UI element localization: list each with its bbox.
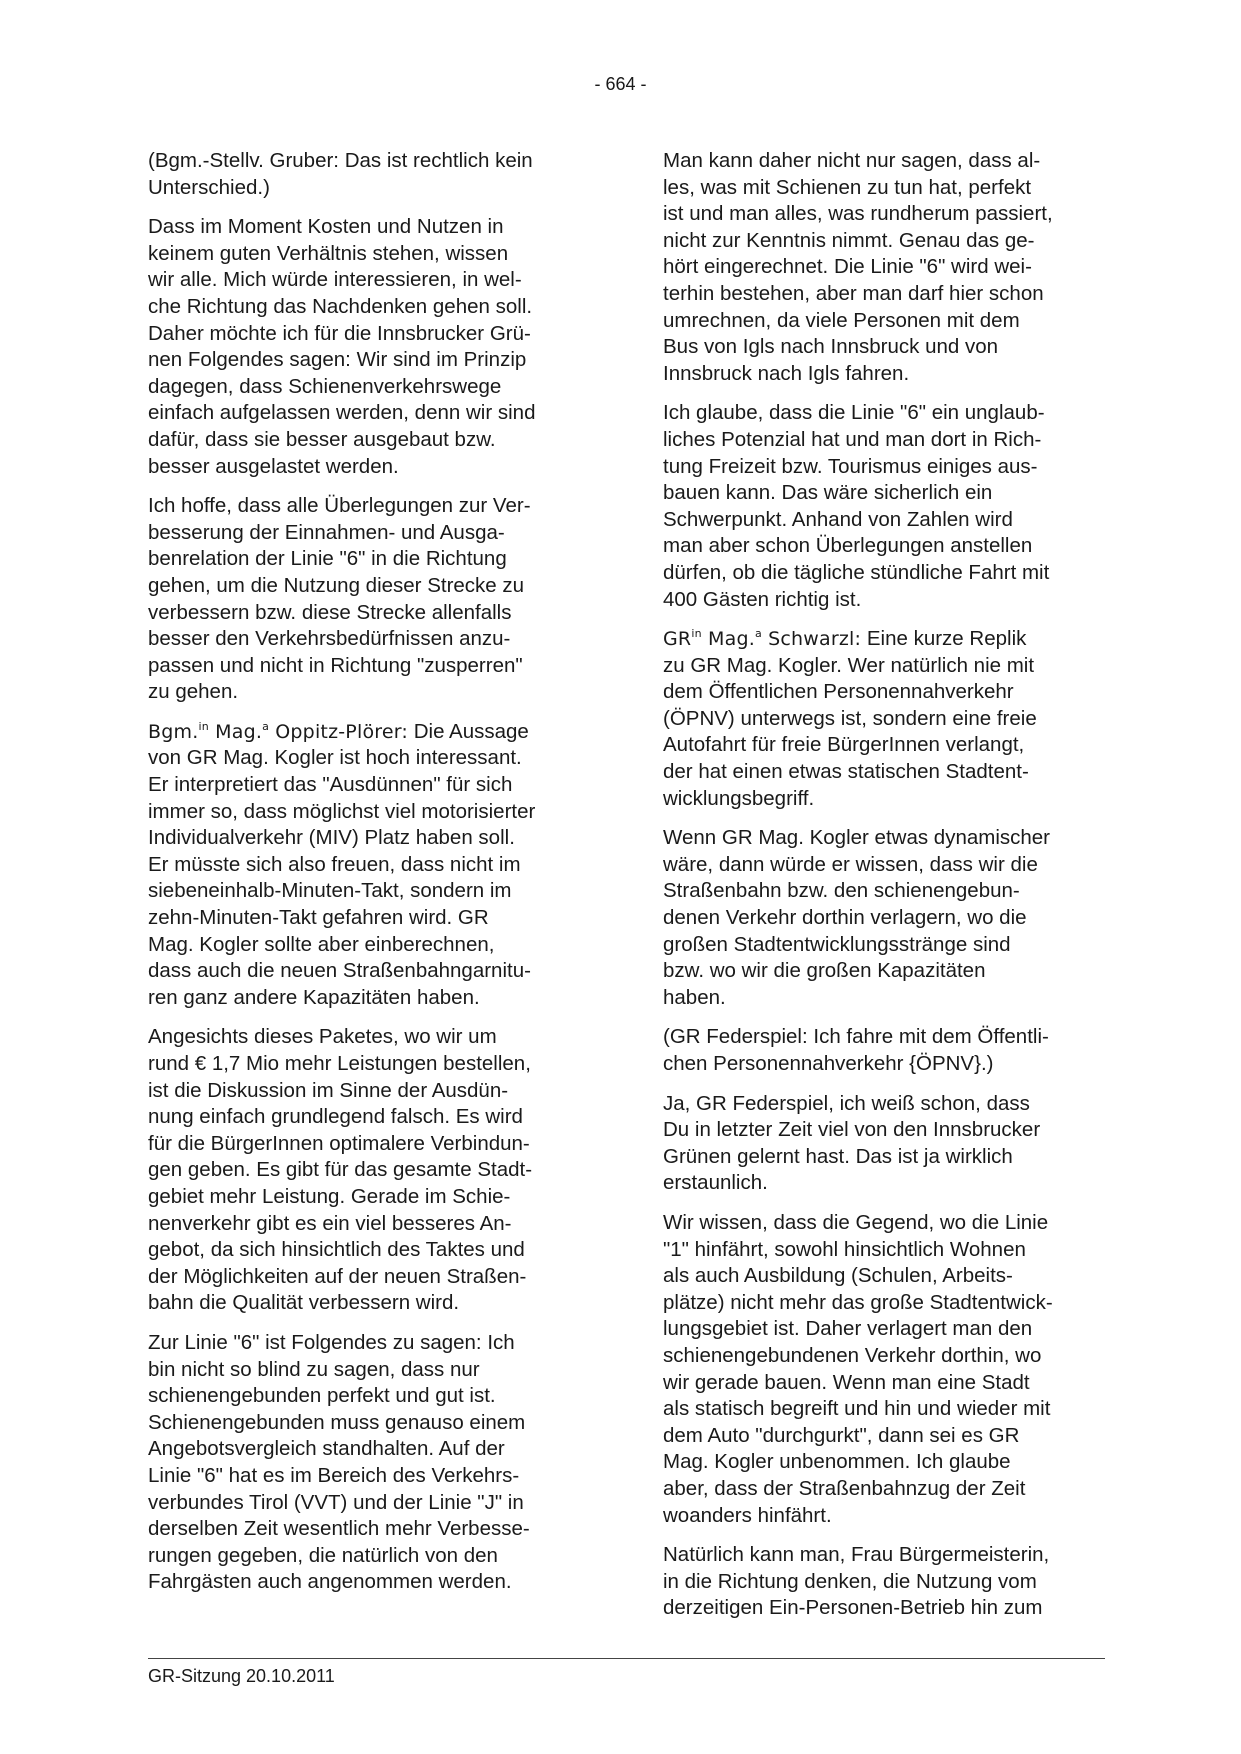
speaker-statement-start: Eine kurze Replik — [861, 627, 1027, 651]
paragraph-line: Natürlich kann man, Frau Bürgermeisterin, — [663, 1543, 1050, 1567]
paragraph-line: ren ganz andere Kapazitäten haben. — [148, 985, 480, 1009]
speaker-surname: Oppitz-Plörer: — [269, 720, 409, 743]
paragraph-line: les, was mit Schienen zu tun hat, perfekt — [663, 175, 1032, 199]
paragraph-line: derselben Zeit wesentlich mehr Verbesse- — [148, 1517, 530, 1541]
paragraph-line: Daher möchte ich für die Innsbrucker Grü- — [148, 321, 531, 345]
paragraph-line: lungsgebiet ist. Daher verlagert man den — [663, 1317, 1033, 1341]
paragraph-line: zu GR Mag. Kogler. Wer natürlich nie mit — [663, 653, 1035, 677]
paragraph-line: dürfen, ob die tägliche stündliche Fahrt mit — [663, 560, 1050, 584]
paragraph-line: Angebotsvergleich standhalten. Auf der — [148, 1437, 505, 1461]
paragraph-line: dem Auto "durchgurkt", dann sei es GR — [663, 1423, 1020, 1447]
paragraph-line: als statisch begreift und hin und wieder mit — [663, 1397, 1051, 1421]
paragraph-line: liches Potenzial hat und man dort in Rich- — [663, 427, 1042, 451]
paragraph — [148, 493, 596, 706]
paragraph-line: bahn die Qualität verbessern wird. — [148, 1291, 460, 1315]
paragraph — [663, 1542, 1113, 1622]
paragraph-line: plätze) nicht mehr das große Stadtentwick- — [663, 1290, 1053, 1314]
paragraph-line: Fahrgästen auch angenommen werden. — [148, 1570, 512, 1594]
paragraph-line: Man kann daher nicht nur sagen, dass al- — [663, 149, 1041, 172]
paragraph-line: che Richtung das Nachdenken gehen soll. — [148, 294, 533, 318]
paragraph-line: zehn-Minuten-Takt gefahren wird. GR — [148, 906, 489, 930]
paragraph-line: ist und man alles, was rundherum passiert, — [663, 202, 1053, 226]
paragraph-line: nicht zur Kenntnis nimmt. Genau das ge- — [663, 228, 1035, 252]
paragraph-line: gehen, um die Nutzung dieser Strecke zu — [148, 573, 525, 597]
paragraph-line: Ich glaube, dass die Linie "6" ein unglaub- — [663, 401, 1045, 425]
paragraph-line: Mag. Kogler sollte aber einberechnen, — [148, 932, 495, 956]
paragraph-line: bauen kann. Das wäre sicherlich ein — [663, 481, 993, 505]
right-column — [663, 148, 1113, 1635]
page-number: - 664 - — [594, 74, 647, 94]
paragraph-line: in die Richtung denken, die Nutzung vom — [663, 1569, 1037, 1593]
paragraph-line: Zur Linie "6" ist Folgendes zu sagen: Ich — [148, 1330, 515, 1354]
paragraph-line: hört eingerechnet. Die Linie "6" wird wei- — [663, 255, 1032, 279]
speaker-degree: Mag. — [208, 720, 263, 743]
paragraph — [148, 148, 596, 201]
paragraph-line: erstaunlich. — [663, 1171, 768, 1195]
paragraph-line: Wenn GR Mag. Kogler etwas dynamischer — [663, 826, 1051, 850]
paragraph-line: benrelation der Linie "6" in die Richtung — [148, 547, 507, 571]
speaker-degree: Mag. — [701, 628, 755, 651]
speaker-name — [148, 721, 408, 743]
paragraph-line: Grünen gelernt hast. Das ist ja wirklich — [663, 1144, 1013, 1168]
paragraph-line: Linie "6" hat es im Bereich des Verkehrs- — [148, 1463, 520, 1487]
paragraph-line: Ich hoffe, dass alle Überlegungen zur Ver- — [148, 494, 531, 518]
speaker-degree-sup: a — [754, 626, 762, 640]
paragraph-line: Unterschied.) — [148, 175, 270, 199]
paragraph-line: der Möglichkeiten auf der neuen Straßen- — [148, 1264, 527, 1288]
paragraph-line: tung Freizeit bzw. Tourismus einiges aus- — [663, 454, 1038, 478]
speaker-name — [663, 628, 861, 650]
paragraph-line: derzeitigen Ein-Personen-Betrieb hin zum — [663, 1596, 1043, 1620]
paragraph-line: besserung der Einnahmen- und Ausga- — [148, 520, 505, 544]
paragraph — [663, 1024, 1113, 1077]
paragraph-line: man aber schon Überlegungen anstellen — [663, 534, 1033, 558]
paragraph-line: Ja, GR Federspiel, ich weiß schon, dass — [663, 1091, 1030, 1115]
paragraph — [663, 1210, 1113, 1529]
paragraph-line: Schienengebunden muss genauso einem — [148, 1410, 526, 1434]
paragraph-line: verbessern bzw. diese Strecke allenfalls — [148, 600, 512, 624]
paragraph-line: Innsbruck nach Igls fahren. — [663, 361, 910, 385]
paragraph-line: besser ausgelastet werden. — [148, 454, 399, 478]
paragraph — [148, 1330, 596, 1596]
footer-divider — [148, 1658, 1105, 1659]
paragraph-line: wir alle. Mich würde interessieren, in wel- — [148, 268, 522, 292]
paragraph-line: immer so, dass möglichst viel motorisierter — [148, 799, 536, 823]
paragraph-line: zu gehen. — [148, 680, 239, 704]
paragraph-line: für die BürgerInnen optimalere Verbindun- — [148, 1131, 530, 1155]
paragraph-line: aber, dass der Straßenbahnzug der Zeit — [663, 1476, 1026, 1500]
paragraph-line: nung einfach grundlegend falsch. Es wird — [148, 1105, 523, 1129]
paragraph-line: terhin bestehen, aber man darf hier schon — [663, 281, 1044, 305]
paragraph-line: (GR Federspiel: Ich fahre mit dem Öffentli- — [663, 1025, 1049, 1049]
paragraph-line: Mag. Kogler unbenommen. Ich glaube — [663, 1450, 1011, 1474]
speaker-title: GR — [663, 628, 692, 651]
paragraph-line: nen Folgendes sagen: Wir sind im Prinzip — [148, 348, 527, 372]
paragraph-line: keinem guten Verhältnis stehen, wissen — [148, 241, 509, 265]
paragraph-line: wicklungsbegriff. — [663, 786, 815, 810]
paragraph-line: schienengebundenen Verkehr dorthin, wo — [663, 1343, 1042, 1367]
paragraph-line: dass auch die neuen Straßenbahngarnitu- — [148, 959, 531, 983]
paragraph-line: Er müsste sich also freuen, dass nicht im — [148, 852, 521, 876]
paragraph-line: als auch Ausbildung (Schulen, Arbeits- — [663, 1264, 1013, 1288]
paragraph — [663, 626, 1113, 812]
speaker-title: Bgm. — [148, 720, 199, 743]
paragraph-line: dagegen, dass Schienenverkehrswege — [148, 374, 502, 398]
speaker-statement-start: Die Aussage — [408, 719, 529, 743]
paragraph-line: (ÖPNV) unterwegs ist, sondern eine freie — [663, 706, 1037, 730]
paragraph-line: chen Personennahverkehr {ÖPNV}.) — [663, 1052, 994, 1075]
speaker-degree-sup: a — [262, 719, 270, 733]
speaker-title-sup: in — [198, 719, 209, 733]
paragraph — [148, 719, 596, 1012]
paragraph-line: wäre, dann würde er wissen, dass wir die — [663, 852, 1038, 876]
paragraph-line: wir gerade bauen. Wenn man eine Stadt — [663, 1370, 1030, 1394]
paragraph-line: rund € 1,7 Mio mehr Leistungen bestellen, — [148, 1052, 531, 1075]
paragraph-line: denen Verkehr dorthin verlagern, wo die — [663, 906, 1027, 930]
speaker-surname: Schwarzl: — [761, 628, 862, 651]
paragraph-line: bin nicht so blind zu sagen, dass nur — [148, 1357, 480, 1381]
paragraph-line: nenverkehr gibt es ein viel besseres An- — [148, 1211, 512, 1235]
paragraph-line: gebot, da sich hinsichtlich des Taktes und — [148, 1238, 525, 1262]
paragraph-line: Schwerpunkt. Anhand von Zahlen wird — [663, 507, 1013, 531]
left-column — [148, 148, 596, 1609]
paragraph — [148, 214, 596, 480]
paragraph-line: umrechnen, da viele Personen mit dem — [663, 308, 1020, 332]
paragraph-line: rungen gegeben, die natürlich von den — [148, 1543, 498, 1567]
paragraph-line: Bus von Igls nach Innsbruck und von — [663, 335, 999, 359]
paragraph-line — [148, 719, 596, 746]
paragraph-line: der hat einen etwas statischen Stadtent- — [663, 760, 1029, 784]
paragraph — [663, 825, 1113, 1011]
paragraph-line: besser den Verkehrsbedürfnissen anzu- — [148, 627, 511, 651]
paragraph — [663, 148, 1113, 387]
paragraph-line: Straßenbahn bzw. den schienengebun- — [663, 879, 1020, 903]
paragraph-line — [663, 626, 1113, 653]
paragraph-line: gebiet mehr Leistung. Gerade im Schie- — [148, 1184, 511, 1208]
paragraph — [148, 1024, 596, 1317]
paragraph-line: von GR Mag. Kogler ist hoch interessant. — [148, 746, 522, 770]
speaker-title-sup: in — [691, 626, 702, 640]
paragraph-line: Wir wissen, dass die Gegend, wo die Linie — [663, 1210, 1049, 1234]
paragraph-line: gen geben. Es gibt für das gesamte Stadt- — [148, 1158, 533, 1182]
paragraph-line: (Bgm.-Stellv. Gruber: Das ist rechtlich kein — [148, 149, 533, 172]
paragraph — [663, 1091, 1113, 1197]
paragraph-line: "1" hinfährt, sowohl hinsichtlich Wohnen — [663, 1237, 1026, 1261]
paragraph-line: passen und nicht in Richtung "zusperren" — [148, 653, 523, 677]
paragraph — [663, 400, 1113, 613]
paragraph-line: Er interpretiert das "Ausdünnen" für sich — [148, 773, 513, 797]
paragraph-line: Du in letzter Zeit viel von den Innsbrucker — [663, 1118, 1041, 1142]
paragraph-line: ist die Diskussion im Sinne der Ausdün- — [148, 1078, 509, 1102]
footer-session-date: GR-Sitzung 20.10.2011 — [148, 1666, 335, 1686]
paragraph-line: haben. — [663, 985, 726, 1009]
paragraph-line: Individualverkehr (MIV) Platz haben soll. — [148, 826, 515, 850]
paragraph-line: verbundes Tirol (VVT) und der Linie "J" in — [148, 1490, 524, 1514]
paragraph-line: Autofahrt für freie BürgerInnen verlangt, — [663, 733, 1025, 757]
paragraph-line: einfach aufgelassen werden, denn wir sind — [148, 401, 536, 425]
paragraph-line: Dass im Moment Kosten und Nutzen in — [148, 215, 504, 239]
paragraph-line: woanders hinfährt. — [663, 1503, 832, 1527]
paragraph-line: dem Öffentlichen Personennahverkehr — [663, 680, 1014, 704]
paragraph-line: bzw. wo wir die großen Kapazitäten — [663, 959, 986, 983]
paragraph-line: Angesichts dieses Paketes, wo wir um — [148, 1025, 497, 1049]
paragraph-line: schienengebunden perfekt und gut ist. — [148, 1384, 496, 1408]
paragraph-line: dafür, dass sie besser ausgebaut bzw. — [148, 427, 496, 451]
paragraph-line: großen Stadtentwicklungsstränge sind — [663, 932, 1011, 956]
paragraph-line: 400 Gästen richtig ist. — [663, 587, 862, 611]
paragraph-line: siebeneinhalb-Minuten-Takt, sondern im — [148, 879, 512, 903]
